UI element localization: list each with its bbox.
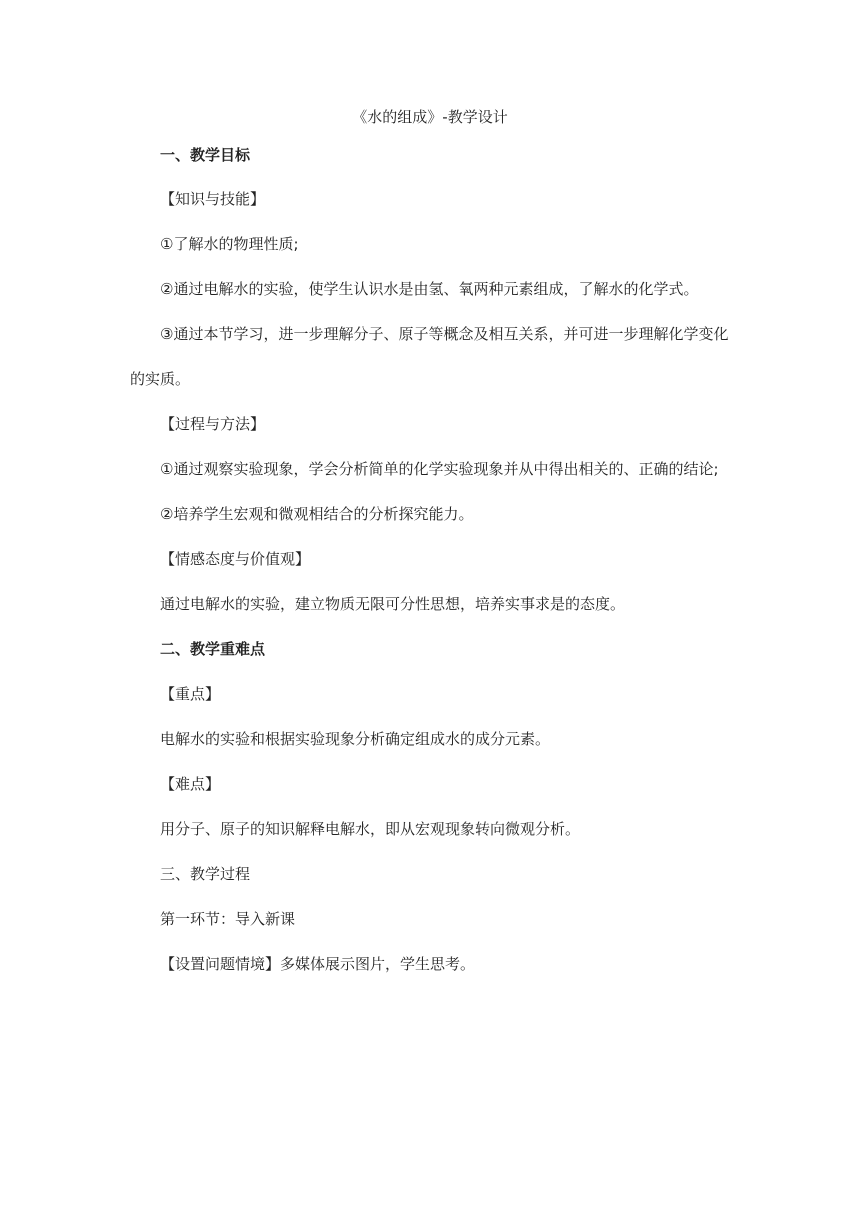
subheading-knowledge-skills: 【知识与技能】 <box>160 190 266 208</box>
paragraph-line: ①了解水的物理性质; <box>160 235 299 253</box>
section-heading-process: 三、教学过程 <box>160 865 251 883</box>
paragraph-line-continuation: 的实质。 <box>130 370 191 388</box>
subheading-key-point: 【重点】 <box>160 685 221 703</box>
paragraph-line: ①通过观察实验现象，学会分析简单的化学实验现象并从中得出相关的、正确的结论; <box>160 460 719 478</box>
paragraph-line: 通过电解水的实验，建立物质无限可分性思想，培养实事求是的态度。 <box>160 595 626 613</box>
section-heading-key-points: 二、教学重难点 <box>160 640 266 658</box>
section-heading-objectives: 一、教学目标 <box>160 146 251 164</box>
paragraph-line: 电解水的实验和根据实验现象分析确定组成水的成分元素。 <box>160 730 551 748</box>
subheading-difficulty: 【难点】 <box>160 775 221 793</box>
paragraph-line: ③通过本节学习，进一步理解分子、原子等概念及相互关系，并可进一步理解化学变化 <box>160 325 729 343</box>
paragraph-line: 用分子、原子的知识解释电解水，即从宏观现象转向微观分析。 <box>160 820 581 838</box>
paragraph-line: 第一环节：导入新课 <box>160 910 296 928</box>
document-title: 《水的组成》-教学设计 <box>352 108 508 126</box>
subheading-attitude-values: 【情感态度与价值观】 <box>160 550 311 568</box>
paragraph-line: 【设置问题情境】多媒体展示图片，学生思考。 <box>160 955 476 973</box>
paragraph-line: ②通过电解水的实验，使学生认识水是由氢、氧两种元素组成，了解水的化学式。 <box>160 280 699 298</box>
subheading-process-methods: 【过程与方法】 <box>160 415 266 433</box>
paragraph-line: ②培养学生宏观和微观相结合的分析探究能力。 <box>160 505 474 523</box>
